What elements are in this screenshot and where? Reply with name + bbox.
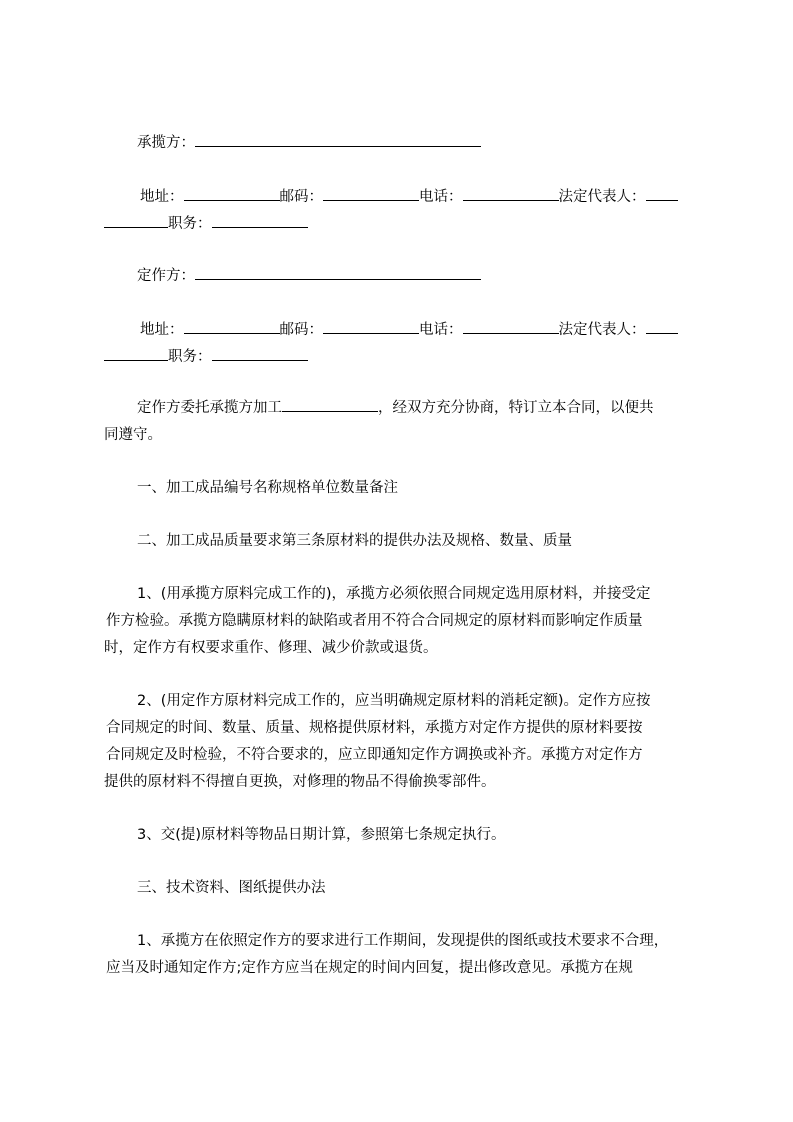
rep-label: 法定代表人：	[558, 189, 646, 205]
address-blank[interactable]	[184, 320, 280, 334]
party-a-line	[137, 133, 481, 153]
phone-label: 电话：	[419, 189, 463, 205]
party-a-label: 承揽方：	[137, 135, 195, 151]
title-label: 职务：	[168, 349, 212, 365]
title-blank[interactable]	[212, 347, 308, 361]
title-blank[interactable]	[212, 214, 308, 228]
rep-blank[interactable]	[646, 187, 678, 201]
section-3-heading: 三、技术资料、图纸提供办法	[137, 880, 326, 896]
zip-blank[interactable]	[323, 320, 419, 334]
address-label: 地址：	[140, 189, 184, 205]
phone-blank[interactable]	[463, 320, 559, 334]
party-b-label: 定作方：	[137, 268, 195, 284]
phone-label: 电话：	[419, 322, 463, 338]
intro-line-2: 同遵守。	[104, 427, 162, 443]
clause-2-line-4: 提供的原材料不得擅自更换，对修理的物品不得偷换零部件。	[104, 774, 496, 790]
phone-blank[interactable]	[463, 187, 559, 201]
clause-1-line-1: 1、(用承揽方原料完成工作的)，承揽方必须依照合同规定选用原材料，并接受定	[137, 586, 651, 602]
party-a-name-blank[interactable]	[195, 133, 481, 147]
party-b-title-line	[104, 347, 308, 367]
rep-blank-cont[interactable]	[104, 347, 168, 361]
clause-1-line-3: 时，定作方有权要求重作、修理、减少价款或退货。	[104, 640, 438, 656]
zip-label: 邮码：	[279, 322, 323, 338]
title-label: 职务：	[168, 216, 212, 232]
party-b-contact-line	[140, 320, 678, 340]
section-1-heading: 一、加工成品编号名称规格单位数量备注	[137, 480, 398, 496]
clause-3: 3、交(提)原材料等物品日期计算，参照第七条规定执行。	[137, 827, 506, 843]
party-a-title-line	[104, 214, 308, 234]
party-b-name-blank[interactable]	[195, 266, 481, 280]
clause-1-line-2: 作方检验。承揽方隐瞒原材料的缺陷或者用不符合合同规定的原材料而影响定作质量	[106, 613, 643, 629]
product-blank[interactable]	[282, 398, 378, 412]
clause-2-line-1: 2、(用定作方原材料完成工作的，应当明确规定原材料的消耗定额)。定作方应按	[137, 693, 651, 709]
rep-blank-cont[interactable]	[104, 214, 168, 228]
intro-line-1	[137, 398, 654, 418]
address-blank[interactable]	[184, 187, 280, 201]
zip-blank[interactable]	[323, 187, 419, 201]
clause-4-line-1: 1、承揽方在依照定作方的要求进行工作期间，发现提供的图纸或技术要求不合理，	[137, 933, 669, 949]
address-label: 地址：	[140, 322, 184, 338]
rep-blank[interactable]	[646, 320, 678, 334]
section-2-heading: 二、加工成品质量要求第三条原材料的提供办法及规格、数量、质量	[137, 533, 572, 549]
clause-2-line-3: 合同规定及时检验，不符合要求的，应立即通知定作方调换或补齐。承揽方对定作方	[106, 747, 643, 763]
clause-2-line-2: 合同规定的时间、数量、质量、规格提供原材料，承揽方对定作方提供的原材料要按	[106, 720, 643, 736]
rep-label: 法定代表人：	[558, 322, 646, 338]
clause-4-line-2: 应当及时通知定作方;定作方应当在规定的时间内回复，提出修改意见。承揽方在规	[106, 960, 633, 976]
party-a-contact-line	[140, 187, 678, 207]
party-b-line	[137, 266, 481, 286]
intro-text-after: ，经双方充分协商，特订立本合同，以便共	[378, 400, 654, 416]
intro-text: 定作方委托承揽方加工	[137, 400, 282, 416]
zip-label: 邮码：	[279, 189, 323, 205]
